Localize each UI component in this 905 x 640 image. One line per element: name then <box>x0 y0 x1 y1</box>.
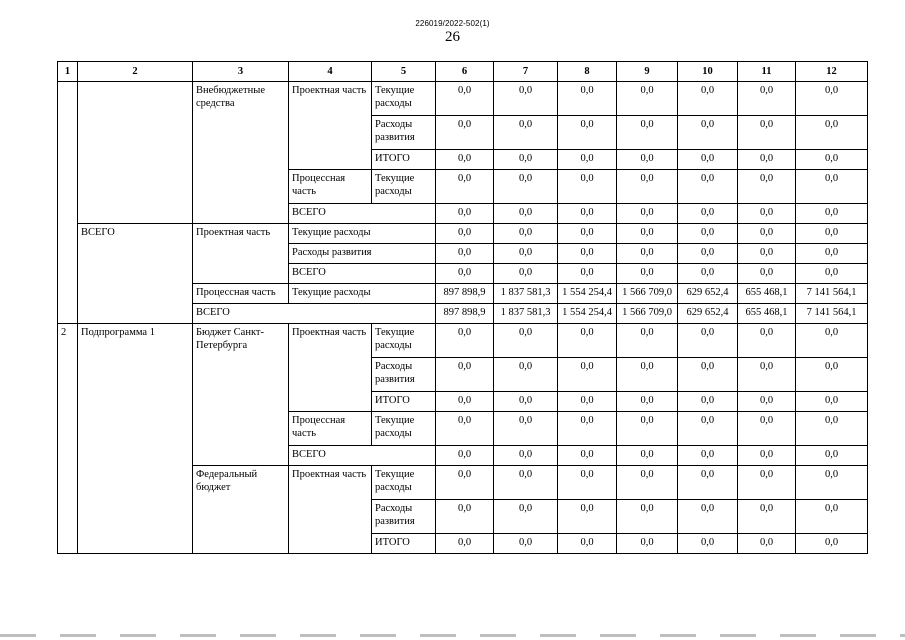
program-cell <box>78 82 193 224</box>
value-cell: 0,0 <box>678 534 738 554</box>
value-cell: 0,0 <box>678 358 738 392</box>
column-header: 2 <box>78 62 193 82</box>
value-cell: 0,0 <box>738 150 796 170</box>
part-cell: Проектная часть <box>289 82 372 170</box>
value-cell: 0,0 <box>558 412 617 446</box>
value-cell: 0,0 <box>678 412 738 446</box>
source-cell: Внебюджетные средства <box>193 82 289 224</box>
total-label-cell: ВСЕГО <box>289 446 436 466</box>
column-header: 6 <box>436 62 494 82</box>
table-row <box>58 82 868 116</box>
value-cell: 0,0 <box>617 500 678 534</box>
value-cell: 0,0 <box>436 116 494 150</box>
value-cell: 0,0 <box>678 324 738 358</box>
value-cell: 0,0 <box>494 446 558 466</box>
value-cell: 0,0 <box>738 204 796 224</box>
value-cell: 0,0 <box>678 500 738 534</box>
value-cell: 0,0 <box>494 534 558 554</box>
expense-type-cell: ИТОГО <box>372 392 436 412</box>
value-cell: 0,0 <box>738 244 796 264</box>
document-id: 226019/2022-502(1) <box>415 19 490 28</box>
value-cell: 0,0 <box>738 412 796 446</box>
value-cell: 1 554 254,4 <box>558 304 617 324</box>
row-number-cell <box>58 82 78 324</box>
value-cell: 0,0 <box>796 150 868 170</box>
value-cell: 0,0 <box>558 324 617 358</box>
value-cell: 0,0 <box>678 446 738 466</box>
value-cell: 0,0 <box>678 392 738 412</box>
value-cell: 0,0 <box>436 264 494 284</box>
column-header: 12 <box>796 62 868 82</box>
expense-type-cell: Текущие расходы <box>289 224 436 244</box>
expense-type-cell: ИТОГО <box>372 534 436 554</box>
value-cell: 0,0 <box>494 244 558 264</box>
expense-type-cell: Текущие расходы <box>372 324 436 358</box>
value-cell: 0,0 <box>678 116 738 150</box>
value-cell: 0,0 <box>738 446 796 466</box>
source-cell: Федеральный бюджет <box>193 466 289 554</box>
value-cell: 0,0 <box>796 264 868 284</box>
row-number-cell: 2 <box>58 324 78 554</box>
value-cell: 0,0 <box>738 466 796 500</box>
total-label-cell: ВСЕГО <box>193 304 436 324</box>
part-cell: Проектная часть <box>289 324 372 412</box>
column-header: 9 <box>617 62 678 82</box>
value-cell: 0,0 <box>494 358 558 392</box>
value-cell: 0,0 <box>796 358 868 392</box>
value-cell: 0,0 <box>738 116 796 150</box>
column-header: 4 <box>289 62 372 82</box>
value-cell: 0,0 <box>436 392 494 412</box>
value-cell: 0,0 <box>617 82 678 116</box>
value-cell: 0,0 <box>617 446 678 466</box>
header-row <box>58 62 868 82</box>
value-cell: 0,0 <box>436 466 494 500</box>
value-cell: 0,0 <box>558 150 617 170</box>
value-cell: 0,0 <box>494 116 558 150</box>
value-cell: 0,0 <box>617 412 678 446</box>
value-cell: 0,0 <box>436 204 494 224</box>
value-cell: 0,0 <box>678 264 738 284</box>
value-cell: 0,0 <box>738 358 796 392</box>
value-cell: 0,0 <box>558 204 617 224</box>
value-cell: 0,0 <box>796 466 868 500</box>
value-cell: 0,0 <box>494 412 558 446</box>
value-cell: 0,0 <box>678 244 738 264</box>
column-header: 7 <box>494 62 558 82</box>
value-cell: 0,0 <box>436 324 494 358</box>
value-cell: 0,0 <box>558 466 617 500</box>
value-cell: 1 837 581,3 <box>494 284 558 304</box>
value-cell: 897 898,9 <box>436 304 494 324</box>
value-cell: 0,0 <box>558 224 617 244</box>
value-cell: 7 141 564,1 <box>796 304 868 324</box>
value-cell: 0,0 <box>617 204 678 224</box>
value-cell: 0,0 <box>494 466 558 500</box>
value-cell: 0,0 <box>436 224 494 244</box>
column-header: 5 <box>372 62 436 82</box>
value-cell: 0,0 <box>738 82 796 116</box>
value-cell: 0,0 <box>796 324 868 358</box>
column-header: 1 <box>58 62 78 82</box>
value-cell: 0,0 <box>796 412 868 446</box>
value-cell: 7 141 564,1 <box>796 284 868 304</box>
value-cell: 1 837 581,3 <box>494 304 558 324</box>
value-cell: 0,0 <box>558 170 617 204</box>
value-cell: 0,0 <box>436 244 494 264</box>
value-cell: 897 898,9 <box>436 284 494 304</box>
table-row <box>58 224 868 244</box>
value-cell: 0,0 <box>738 324 796 358</box>
value-cell: 0,0 <box>436 412 494 446</box>
value-cell: 0,0 <box>617 466 678 500</box>
value-cell: 0,0 <box>436 150 494 170</box>
value-cell: 0,0 <box>738 392 796 412</box>
value-cell: 0,0 <box>494 170 558 204</box>
value-cell: 655 468,1 <box>738 284 796 304</box>
value-cell: 0,0 <box>617 358 678 392</box>
value-cell: 0,0 <box>796 224 868 244</box>
column-header: 3 <box>193 62 289 82</box>
expense-type-cell: Расходы развития <box>372 358 436 392</box>
value-cell: 0,0 <box>436 358 494 392</box>
value-cell: 0,0 <box>796 82 868 116</box>
value-cell: 0,0 <box>436 446 494 466</box>
expense-type-cell: Текущие расходы <box>372 412 436 446</box>
value-cell: 0,0 <box>494 82 558 116</box>
source-cell: Проектная часть <box>193 224 289 284</box>
value-cell: 0,0 <box>494 224 558 244</box>
expense-type-cell: Расходы развития <box>372 116 436 150</box>
program-cell: ВСЕГО <box>78 224 193 324</box>
source-cell: Бюджет Санкт-Петербурга <box>193 324 289 466</box>
value-cell: 0,0 <box>558 264 617 284</box>
value-cell: 0,0 <box>678 150 738 170</box>
column-header: 10 <box>678 62 738 82</box>
value-cell: 0,0 <box>617 324 678 358</box>
value-cell: 0,0 <box>436 170 494 204</box>
value-cell: 0,0 <box>796 244 868 264</box>
part-cell: Процессная часть <box>289 412 372 446</box>
value-cell: 0,0 <box>738 224 796 244</box>
value-cell: 0,0 <box>738 500 796 534</box>
value-cell: 0,0 <box>494 500 558 534</box>
expense-type-cell: Расходы развития <box>372 500 436 534</box>
value-cell: 0,0 <box>558 116 617 150</box>
value-cell: 0,0 <box>494 392 558 412</box>
value-cell: 0,0 <box>796 116 868 150</box>
value-cell: 0,0 <box>678 466 738 500</box>
value-cell: 629 652,4 <box>678 304 738 324</box>
expense-type-cell: Текущие расходы <box>372 82 436 116</box>
expense-type-cell: Текущие расходы <box>372 170 436 204</box>
value-cell: 0,0 <box>678 82 738 116</box>
part-cell: Проектная часть <box>289 466 372 554</box>
value-cell: 0,0 <box>678 204 738 224</box>
value-cell: 0,0 <box>617 534 678 554</box>
value-cell: 0,0 <box>617 392 678 412</box>
value-cell: 629 652,4 <box>678 284 738 304</box>
value-cell: 0,0 <box>558 534 617 554</box>
value-cell: 0,0 <box>738 534 796 554</box>
value-cell: 655 468,1 <box>738 304 796 324</box>
value-cell: 1 566 709,0 <box>617 284 678 304</box>
value-cell: 0,0 <box>617 150 678 170</box>
value-cell: 1 566 709,0 <box>617 304 678 324</box>
value-cell: 0,0 <box>678 224 738 244</box>
value-cell: 0,0 <box>796 170 868 204</box>
part-cell: Процессная часть <box>289 170 372 204</box>
value-cell: 0,0 <box>558 500 617 534</box>
scan-edge-marks <box>0 634 905 637</box>
value-cell: 0,0 <box>558 358 617 392</box>
value-cell: 0,0 <box>796 392 868 412</box>
value-cell: 0,0 <box>738 264 796 284</box>
value-cell: 0,0 <box>617 224 678 244</box>
budget-table <box>57 61 868 554</box>
value-cell: 0,0 <box>436 534 494 554</box>
value-cell: 0,0 <box>617 244 678 264</box>
value-cell: 0,0 <box>678 170 738 204</box>
value-cell: 0,0 <box>494 150 558 170</box>
value-cell: 0,0 <box>617 116 678 150</box>
column-header: 8 <box>558 62 617 82</box>
value-cell: 0,0 <box>558 446 617 466</box>
value-cell: 0,0 <box>617 170 678 204</box>
total-label-cell: ВСЕГО <box>289 204 436 224</box>
page-number: 26 <box>445 29 460 45</box>
source-cell: Процессная часть <box>193 284 289 304</box>
value-cell: 0,0 <box>436 500 494 534</box>
expense-type-cell: Текущие расходы <box>372 466 436 500</box>
value-cell: 0,0 <box>738 170 796 204</box>
value-cell: 0,0 <box>617 264 678 284</box>
value-cell: 0,0 <box>494 204 558 224</box>
total-label-cell: ВСЕГО <box>289 264 436 284</box>
column-header: 11 <box>738 62 796 82</box>
value-cell: 1 554 254,4 <box>558 284 617 304</box>
value-cell: 0,0 <box>436 82 494 116</box>
expense-type-cell: ИТОГО <box>372 150 436 170</box>
expense-type-cell: Расходы развития <box>289 244 436 264</box>
value-cell: 0,0 <box>796 204 868 224</box>
value-cell: 0,0 <box>796 500 868 534</box>
value-cell: 0,0 <box>558 392 617 412</box>
value-cell: 0,0 <box>494 264 558 284</box>
program-cell: Подпрограмма 1 <box>78 324 193 554</box>
expense-type-cell: Текущие расходы <box>289 284 436 304</box>
value-cell: 0,0 <box>558 82 617 116</box>
value-cell: 0,0 <box>796 534 868 554</box>
value-cell: 0,0 <box>558 244 617 264</box>
value-cell: 0,0 <box>796 446 868 466</box>
table-row <box>58 324 868 358</box>
value-cell: 0,0 <box>494 324 558 358</box>
